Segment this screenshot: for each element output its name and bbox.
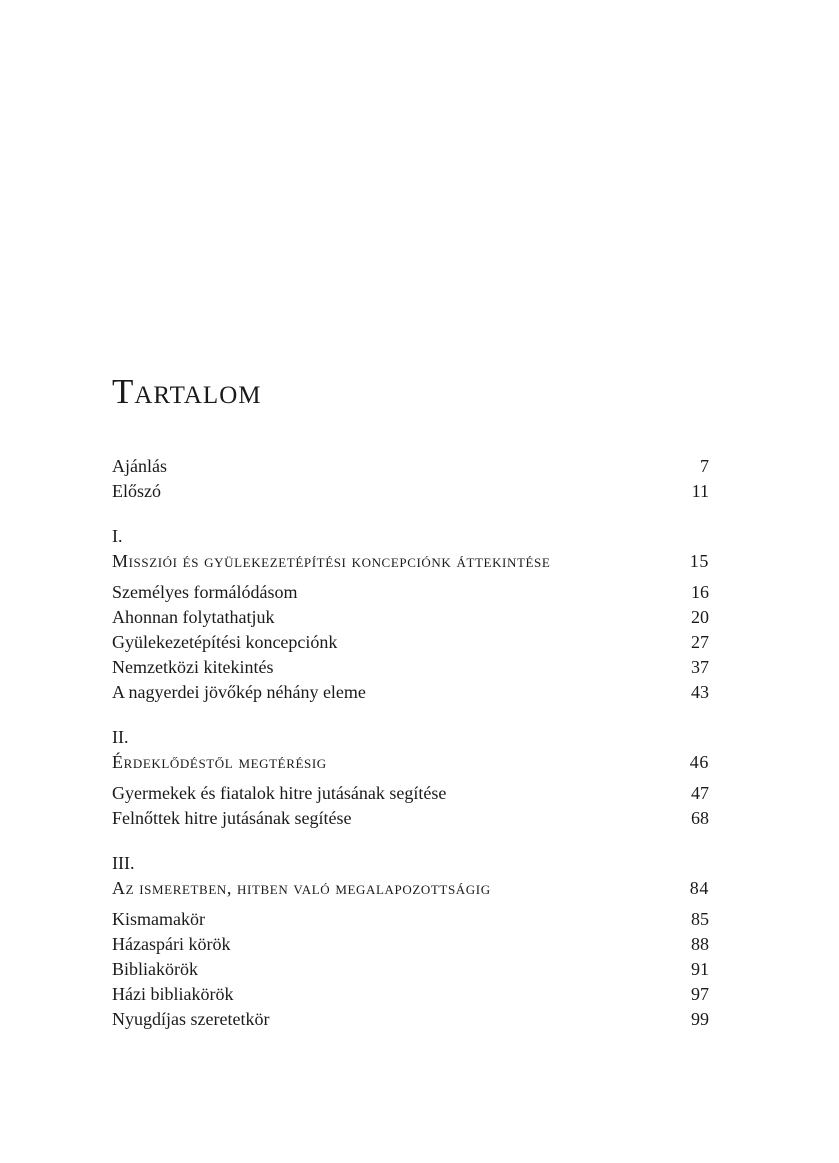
- toc-entry-label: Kismamakör: [112, 909, 205, 929]
- toc-entry[interactable]: [112, 932, 709, 957]
- toc-entry-label: Házi bibliakörök: [112, 984, 234, 1004]
- part-title: Az ismeretben, hitben való megalapozottságig: [112, 878, 491, 898]
- toc-entry-page: 11: [691, 481, 709, 501]
- toc-entry[interactable]: [112, 580, 709, 605]
- toc-entry[interactable]: [112, 1007, 709, 1032]
- toc-entry[interactable]: [112, 957, 709, 982]
- toc-entry-label: A nagyerdei jövőkép néhány eleme: [112, 682, 366, 702]
- toc-entry-page: 16: [691, 582, 709, 602]
- toc-entry-page: 99: [691, 1009, 709, 1029]
- toc-entry-label: Házaspári körök: [112, 934, 231, 954]
- toc-entry-label: Előszó: [112, 481, 161, 501]
- toc-entry-page: 88: [691, 934, 709, 954]
- toc-entry-page: 27: [691, 632, 709, 652]
- toc-entry-label: Személyes formálódásom: [112, 582, 298, 602]
- part-page: 46: [689, 752, 709, 772]
- toc-entry-page: 37: [691, 657, 709, 677]
- toc-entry[interactable]: [112, 806, 709, 831]
- toc-entry-label: Bibliakörök: [112, 959, 198, 979]
- toc-entry[interactable]: [112, 454, 709, 479]
- part-page: 84: [689, 878, 709, 898]
- toc-entry-label: Gyülekezetépítési koncepciónk: [112, 632, 338, 652]
- part-title: Érdeklődéstől megtérésig: [112, 752, 327, 772]
- toc-entry[interactable]: [112, 680, 709, 705]
- part-heading[interactable]: [112, 549, 709, 574]
- toc-entry-label: Felnőttek hitre jutásának segítése: [112, 808, 352, 828]
- toc-entry-page: 47: [691, 783, 709, 803]
- table-of-contents: [112, 370, 709, 1032]
- toc-entry-label: Ahonnan folytathatjuk: [112, 607, 275, 627]
- part-heading[interactable]: [112, 750, 709, 775]
- toc-entry[interactable]: [112, 605, 709, 630]
- toc-entry[interactable]: [112, 479, 709, 504]
- toc-entry-page: 91: [691, 959, 709, 979]
- front-matter: [112, 454, 709, 504]
- toc-entry[interactable]: [112, 781, 709, 806]
- toc-entry-page: 7: [700, 456, 709, 476]
- toc-entry-label: Gyermekek és fiatalok hitre jutásának segítése: [112, 783, 447, 803]
- toc-entry[interactable]: [112, 907, 709, 932]
- toc-entry-label: Ajánlás: [112, 456, 167, 476]
- toc-part: [112, 524, 709, 705]
- page-title: Tartalom: [112, 372, 262, 411]
- part-title: Missziói és gyülekezetépítési koncepciónk áttekintése: [112, 551, 551, 571]
- part-page: 15: [689, 551, 709, 571]
- toc-part: [112, 851, 709, 1032]
- part-number: III.: [112, 853, 135, 873]
- toc-entry[interactable]: [112, 630, 709, 655]
- part-heading[interactable]: [112, 876, 709, 901]
- toc-entry[interactable]: [112, 655, 709, 680]
- part-number: II.: [112, 727, 129, 747]
- toc-part: [112, 725, 709, 831]
- toc-entry-label: Nemzetközi kitekintés: [112, 657, 274, 677]
- toc-entry-page: 20: [691, 607, 709, 627]
- toc-entry-page: 97: [691, 984, 709, 1004]
- toc-entry-page: 43: [691, 682, 709, 702]
- part-number: I.: [112, 526, 123, 546]
- toc-entry-label: Nyugdíjas szeretetkör: [112, 1009, 270, 1029]
- toc-entry[interactable]: [112, 982, 709, 1007]
- toc-entry-page: 85: [691, 909, 709, 929]
- toc-entry-page: 68: [691, 808, 709, 828]
